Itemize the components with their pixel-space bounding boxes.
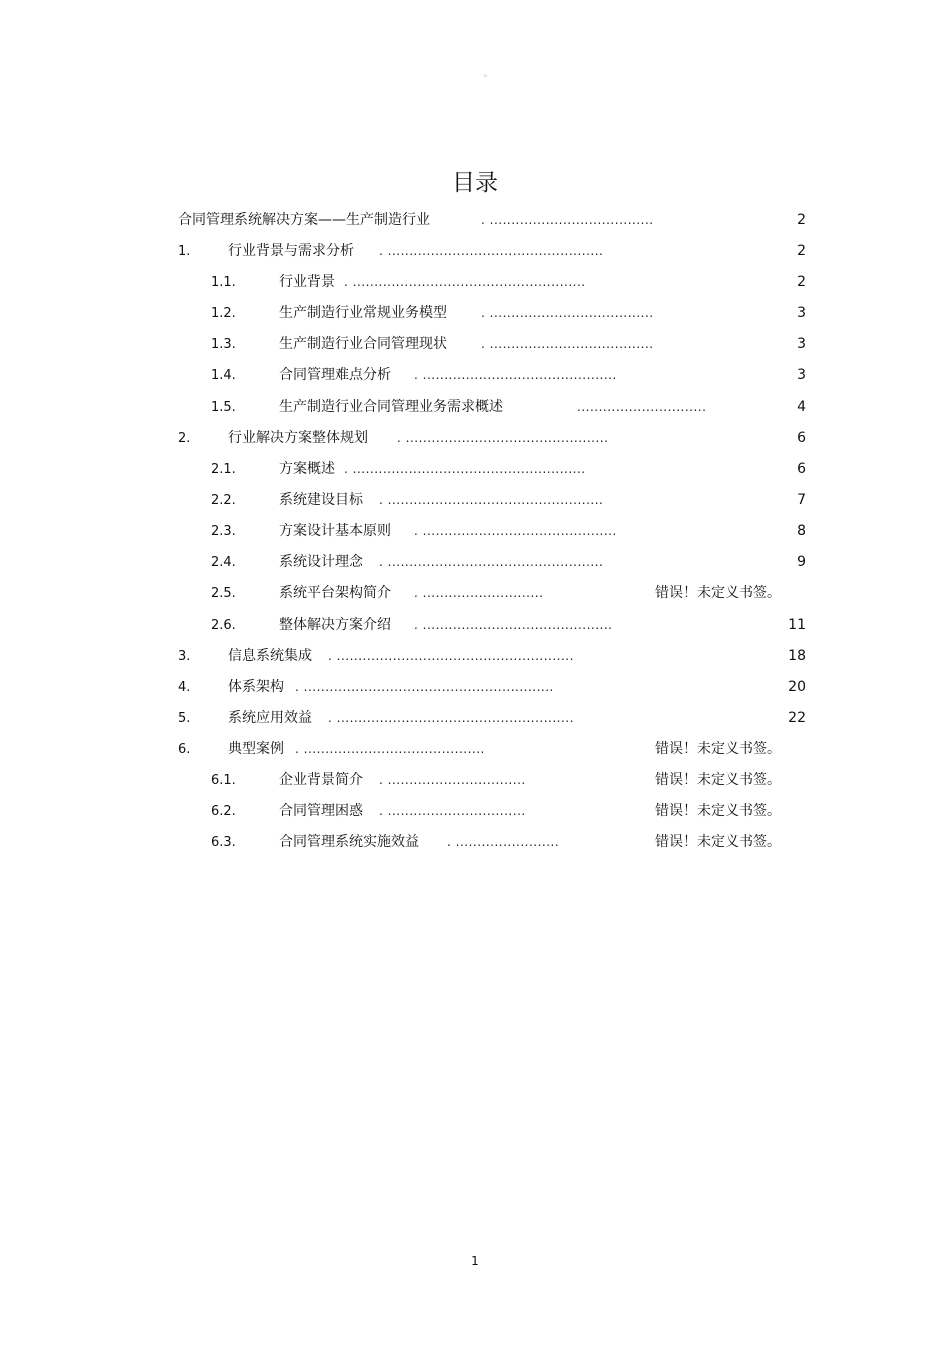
toc-entry-title: 系统建设目标 xyxy=(279,492,363,508)
toc-entry-page: 2 xyxy=(797,243,806,259)
toc-entry-number: 1.2. xyxy=(211,306,236,321)
toc-entry-page: 18 xyxy=(788,648,806,664)
toc-entry-leader: . ........................ xyxy=(447,835,560,849)
toc-entry[interactable] xyxy=(0,485,950,516)
toc-entry-title: 生产制造行业常规业务模型 xyxy=(279,305,447,321)
toc-entry-title: 合同管理困惑 xyxy=(279,803,363,819)
toc-entry-number: 6. xyxy=(178,742,191,757)
toc-entry-title: 体系架构 xyxy=(228,679,284,695)
toc-entry-title: 行业背景与需求分析 xyxy=(228,243,354,259)
toc-entry-title: 合同管理系统解决方案——生产制造行业 xyxy=(178,212,430,228)
toc-entry[interactable] xyxy=(0,298,950,329)
toc-entry-page: 3 xyxy=(797,367,806,383)
toc-entry-number: 2.4. xyxy=(211,555,236,570)
toc-entry-page: 错误！未定义书签。 xyxy=(655,803,781,819)
toc-entry-leader: . ...................................................... xyxy=(344,275,586,289)
toc-entry-number: 1.4. xyxy=(211,368,236,383)
toc-entry-number: 2. xyxy=(178,431,191,446)
toc-entry-leader: . ...................................................... xyxy=(344,462,586,476)
toc-entry[interactable] xyxy=(0,454,950,485)
toc-entry-title: 信息系统集成 xyxy=(228,648,312,664)
toc-entry-page: 2 xyxy=(797,274,806,290)
toc-entry-title: 合同管理难点分析 xyxy=(279,367,391,383)
toc-entry-page: 8 xyxy=(797,523,806,539)
toc-entry[interactable] xyxy=(0,734,950,765)
toc-entry-title: 企业背景简介 xyxy=(279,772,363,788)
toc-entry[interactable] xyxy=(0,236,950,267)
toc-entry-leader: . .................................................. xyxy=(379,244,604,258)
toc-entry-leader: . ...................................... xyxy=(481,337,654,351)
toc-entry[interactable] xyxy=(0,392,950,423)
toc-entry[interactable] xyxy=(0,423,950,454)
toc-entry-leader: . .................................................. xyxy=(379,555,604,569)
toc-entry-page: 6 xyxy=(797,430,806,446)
toc-entry-number: 2.6. xyxy=(211,618,236,633)
toc-entry-title: 行业解决方案整体规划 xyxy=(228,430,368,446)
toc-entry-page: 6 xyxy=(797,461,806,477)
toc-entry-page: 9 xyxy=(797,554,806,570)
toc-entry-page: 3 xyxy=(797,336,806,352)
toc-entry-title: 生产制造行业合同管理现状 xyxy=(279,336,447,352)
toc-entry-number: 6.2. xyxy=(211,804,236,819)
toc-entry-number: 3. xyxy=(178,649,191,664)
toc-entry-page: 22 xyxy=(788,710,806,726)
toc-entry-title: 整体解决方案介绍 xyxy=(279,617,391,633)
toc-entry[interactable] xyxy=(0,267,950,298)
toc-entry-page: 2 xyxy=(797,212,806,228)
toc-entry[interactable] xyxy=(0,796,950,827)
toc-entry[interactable] xyxy=(0,703,950,734)
toc-entry[interactable] xyxy=(0,360,950,391)
toc-entry-title: 系统设计理念 xyxy=(279,554,363,570)
toc-entry-page: 错误！未定义书签。 xyxy=(655,772,781,788)
toc-entry-title: 方案设计基本原则 xyxy=(279,523,391,539)
toc-entry[interactable] xyxy=(0,329,950,360)
toc-entry-leader: . ............................................... xyxy=(397,431,609,445)
toc-entry-number: 4. xyxy=(178,680,191,695)
toc-entry-leader: . ............................ xyxy=(414,586,544,600)
toc-entry-page: 11 xyxy=(788,617,806,633)
toc-entry-leader: . ...................................... xyxy=(481,306,654,320)
toc-entry-leader: . ............................................. xyxy=(414,524,617,538)
toc-entry[interactable] xyxy=(0,765,950,796)
toc-entry-title: 合同管理系统实施效益 xyxy=(279,834,419,850)
toc-entry-leader: . ............................................. xyxy=(414,368,617,382)
toc-entry-leader: . ....................................................... xyxy=(328,649,574,663)
toc-entry-number: 2.3. xyxy=(211,524,236,539)
toc-entry-title: 方案概述 xyxy=(279,461,335,477)
toc-entry-leader: . .......................................................... xyxy=(295,680,554,694)
toc-entry[interactable] xyxy=(0,205,950,236)
toc-entry-leader: . .......................................... xyxy=(295,742,485,756)
toc-entry-page: 3 xyxy=(797,305,806,321)
toc-entry-number: 6.1. xyxy=(211,773,236,788)
page-number: 1 xyxy=(471,1254,479,1268)
toc-entry-page: 错误！未定义书签。 xyxy=(655,585,781,601)
top-mark: 。 xyxy=(484,69,492,78)
toc-entry[interactable] xyxy=(0,547,950,578)
toc-entry-leader: . ................................ xyxy=(379,804,526,818)
toc-entry-number: 5. xyxy=(178,711,191,726)
toc-entry[interactable] xyxy=(0,516,950,547)
toc-entry[interactable] xyxy=(0,610,950,641)
toc-entry-number: 6.3. xyxy=(211,835,236,850)
toc-entry-number: 1.5. xyxy=(211,400,236,415)
toc-entry-title: 典型案例 xyxy=(228,741,284,757)
toc-entry-number: 1. xyxy=(178,244,191,259)
toc-entry-number: 2.2. xyxy=(211,493,236,508)
toc-entry-number: 2.1. xyxy=(211,462,236,477)
toc-entry-page: 20 xyxy=(788,679,806,695)
toc-entry-page: 7 xyxy=(797,492,806,508)
toc-entry-leader: . .................................................. xyxy=(379,493,604,507)
toc-entry-number: 1.3. xyxy=(211,337,236,352)
toc-entry-number: 1.1. xyxy=(211,275,236,290)
toc-entry[interactable] xyxy=(0,578,950,609)
toc-entry-leader: . ...................................... xyxy=(481,213,654,227)
toc-entry[interactable] xyxy=(0,641,950,672)
toc-entry[interactable] xyxy=(0,672,950,703)
toc-entry-title: 系统应用效益 xyxy=(228,710,312,726)
toc-entry-title: 系统平台架构简介 xyxy=(279,585,391,601)
toc-entry-leader: . ....................................................... xyxy=(328,711,574,725)
toc-entry-leader: . ............................................ xyxy=(414,618,613,632)
toc-entry-leader: .............................. xyxy=(577,400,707,414)
toc-entry-title: 行业背景 xyxy=(279,274,335,290)
toc-entry-page: 错误！未定义书签。 xyxy=(655,741,781,757)
toc-entry-page: 4 xyxy=(797,399,806,415)
toc-title: 目录 xyxy=(452,170,498,196)
toc-entry[interactable] xyxy=(0,827,950,858)
toc-entry-number: 2.5. xyxy=(211,586,236,601)
toc-entry-title: 生产制造行业合同管理业务需求概述 xyxy=(279,399,503,415)
toc-entry-page: 错误！未定义书签。 xyxy=(655,834,781,850)
toc-entry-leader: . ................................ xyxy=(379,773,526,787)
